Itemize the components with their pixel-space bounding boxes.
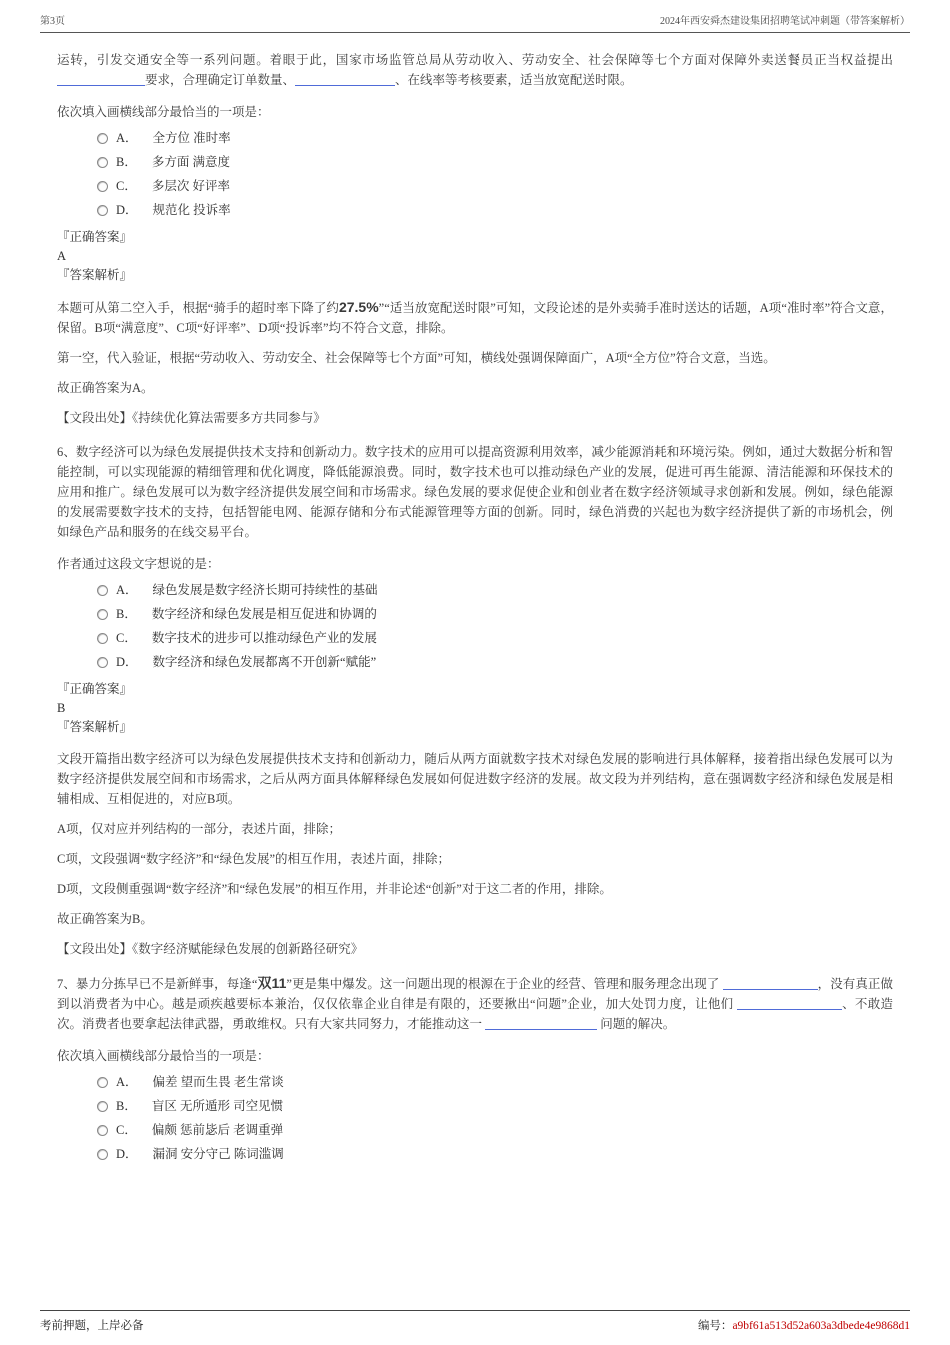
q7-options xyxy=(97,1072,893,1164)
radio-button-icon[interactable] xyxy=(97,1101,108,1112)
q5-option-d[interactable] xyxy=(97,200,893,220)
radio-button-icon[interactable] xyxy=(97,609,108,620)
option-text: 漏洞 安分守己 陈词滥调 xyxy=(152,1147,284,1161)
radio-button-icon[interactable] xyxy=(97,633,108,644)
q6-passage: 6、数字经济可以为绿色发展提供技术支持和创新动力。数字技术的应用可以提高资源利用效率，减少能源消耗和环境污染。例如，通过大数据分析和智能控制，可以实现能源的精细管理和优化调度，降低能源浪费。同时，数字技术也可以推动绿色产业的发展，促进可再生能源、清洁能源和环保技术的应用和推广。绿色发展可以为数字经济提供发展空间和市场需求。绿色发展的要求促使企业和创业者在数字经济领域寻求创新和发展。例如，绿色能源的发展需要数字技术的支持，包括智能电网、能源存储和分布式能源管理等方面的创新。同时，绿色消费的兴起也为数字经济提供了新的市场机会，例如绿色产品和服务的在线交易平台。 xyxy=(57,445,893,539)
radio-button-icon[interactable] xyxy=(97,657,108,668)
header-page-number: 第3页 xyxy=(40,16,65,27)
q5-answer-block xyxy=(57,228,893,285)
radio-button-icon[interactable] xyxy=(97,133,108,144)
q6-answer-block xyxy=(57,680,893,737)
option-letter: D． xyxy=(116,203,138,217)
option-text: 偏颇 惩前毖后 老调重弹 xyxy=(151,1123,284,1137)
q6-point-c: C项，文段强调“数字经济”和“绿色发展”的相互作用，表述片面，排除； xyxy=(57,852,451,866)
option-text: 数字经济和绿色发展是相互促进和协调的 xyxy=(151,607,377,621)
option-letter: A． xyxy=(116,131,138,145)
q6-point-a: A项，仅对应并列结构的一部分，表述片面，排除； xyxy=(57,822,342,836)
doc-id-code: a9bf61a513d52a603a3dbede4e9868d1 xyxy=(732,1320,910,1332)
radio-button-icon[interactable] xyxy=(97,1149,108,1160)
doc-id-label: 编号： xyxy=(697,1320,733,1332)
q7-option-a[interactable] xyxy=(97,1072,893,1092)
document-body xyxy=(57,50,893,1172)
q6-option-d[interactable] xyxy=(97,652,893,672)
fill-in-blank-underline xyxy=(295,72,395,86)
q6-option-b[interactable] xyxy=(97,604,893,624)
answer-value: A xyxy=(57,249,67,263)
q6-stem: 作者通过这段文字想说的是： xyxy=(57,557,220,571)
option-letter: B． xyxy=(116,1099,137,1113)
option-text: 规范化 投诉率 xyxy=(152,203,231,217)
option-letter: B． xyxy=(116,607,137,621)
q7-passage: 7、暴力分拣早已不是新鲜事，每逢“双11”更是集中爆发。这一问题出现的根源在于企业的经营、管理和服务理念出现了 ，没有真正做到以消费者为中心。越是顽疾越要标本兼治，仅仅依靠企业自律是有限的，还要揪出“问题”企业，加大处罚力度，让他们 、不敢造次。消费者也要拿起法律武器，勇敢维权。只有大家共同努力，才能推动这一 问题的解决。 xyxy=(57,975,893,1031)
radio-button-icon[interactable] xyxy=(97,1125,108,1136)
fill-in-blank-underline xyxy=(485,1016,597,1030)
option-text: 偏差 望而生畏 老生常谈 xyxy=(152,1075,284,1089)
q6-option-a[interactable] xyxy=(97,580,893,600)
q7-stem: 依次填入画横线部分最恰当的一项是： xyxy=(57,1049,270,1063)
option-text: 数字技术的进步可以推动绿色产业的发展 xyxy=(151,631,377,645)
q6-options xyxy=(97,580,893,672)
answer-heading: 『正确答案』 xyxy=(57,230,133,244)
q6-source: 【文段出处】《数字经济赋能绿色发展的创新路径研究》 xyxy=(57,942,364,956)
fill-in-blank-underline xyxy=(723,976,818,990)
option-letter: B． xyxy=(116,155,137,169)
q6-conclusion: 故正确答案为B。 xyxy=(57,912,153,926)
answer-value: B xyxy=(57,701,66,715)
q5-passage: 运转，引发交通安全等一系列问题。着眼于此，国家市场监管总局从劳动收入、劳动安全、社会保障等七个方面对保障外卖送餐员正当权益提出要求，合理确定订单数量、 、在线率等考核要素，适当放宽配送时限。 xyxy=(57,53,893,87)
option-text: 多方面 满意度 xyxy=(151,155,230,169)
q7-option-d[interactable] xyxy=(97,1144,893,1164)
option-text: 绿色发展是数字经济长期可持续性的基础 xyxy=(152,583,378,597)
fill-in-blank-underline xyxy=(57,72,145,86)
analysis-heading: 『答案解析』 xyxy=(57,720,133,734)
option-text: 数字经济和绿色发展都离不开创新“赋能” xyxy=(152,655,377,669)
q5-analysis-2: 第一空，代入验证，根据“劳动收入、劳动安全、社会保障等七个方面”可知，横线处强调保障面广，A项“全方位”符合文意，当选。 xyxy=(57,351,776,365)
q5-analysis-1: 本题可从第二空入手，根据“骑手的超时率下降了约27.5%”“适当放宽配送时限”可知，文段论述的是外卖骑手准时送达的话题，A项“准时率”符合文意，保留。B项“满意度”、C项“好评率”、D项“投诉率”均不符合文意，排除。 xyxy=(57,299,893,335)
page-header xyxy=(40,12,910,33)
fill-in-blank-underline xyxy=(737,996,842,1010)
option-letter: C． xyxy=(116,1123,137,1137)
q5-option-a[interactable] xyxy=(97,128,893,148)
radio-button-icon[interactable] xyxy=(97,157,108,168)
q5-stem: 依次填入画横线部分最恰当的一项是： xyxy=(57,105,270,119)
q6-analysis-1: 文段开篇指出数字经济可以为绿色发展提供技术支持和创新动力，随后从两方面就数字技术对绿色发展的影响进行具体解释，接着指出绿色发展可以为数字经济提供发展空间和市场需求，之后从两方面具体解释绿色发展如何促进数字经济的发展。故文段为并列结构，意在强调数字经济和绿色发展是相辅相成、互相促进的，对应B项。 xyxy=(57,752,893,806)
q6-point-d: D项，文段侧重强调“数字经济”和“绿色发展”的相互作用，并非论述“创新”对于这二者的作用，排除。 xyxy=(57,882,612,896)
option-letter: D． xyxy=(116,1147,138,1161)
footer-slogan: 考前押题，上岸必备 xyxy=(40,1320,144,1332)
q5-source: 【文段出处】《持续优化算法需要多方共同参与》 xyxy=(57,411,326,425)
q7-option-b[interactable] xyxy=(97,1096,893,1116)
q5-option-c[interactable] xyxy=(97,176,893,196)
option-letter: D． xyxy=(116,655,138,669)
option-letter: C． xyxy=(116,179,137,193)
radio-button-icon[interactable] xyxy=(97,181,108,192)
q5-option-b[interactable] xyxy=(97,152,893,172)
option-text: 全方位 准时率 xyxy=(152,131,231,145)
footer-doc-id xyxy=(698,1317,910,1333)
page-footer xyxy=(40,1310,910,1333)
radio-button-icon[interactable] xyxy=(97,585,108,596)
analysis-heading: 『答案解析』 xyxy=(57,268,133,282)
q6-option-c[interactable] xyxy=(97,628,893,648)
option-text: 多层次 好评率 xyxy=(151,179,230,193)
option-letter: C． xyxy=(116,631,137,645)
q7-option-c[interactable] xyxy=(97,1120,893,1140)
option-text: 盲区 无所遁形 司空见惯 xyxy=(151,1099,284,1113)
answer-heading: 『正确答案』 xyxy=(57,682,133,696)
header-doc-title: 2024年西安舜杰建设集团招聘笔试冲刺题（带答案解析） xyxy=(660,16,910,27)
option-letter: A． xyxy=(116,1075,138,1089)
q5-conclusion: 故正确答案为A。 xyxy=(57,381,154,395)
option-letter: A． xyxy=(116,583,138,597)
radio-button-icon[interactable] xyxy=(97,205,108,216)
radio-button-icon[interactable] xyxy=(97,1077,108,1088)
q5-options xyxy=(97,128,893,220)
